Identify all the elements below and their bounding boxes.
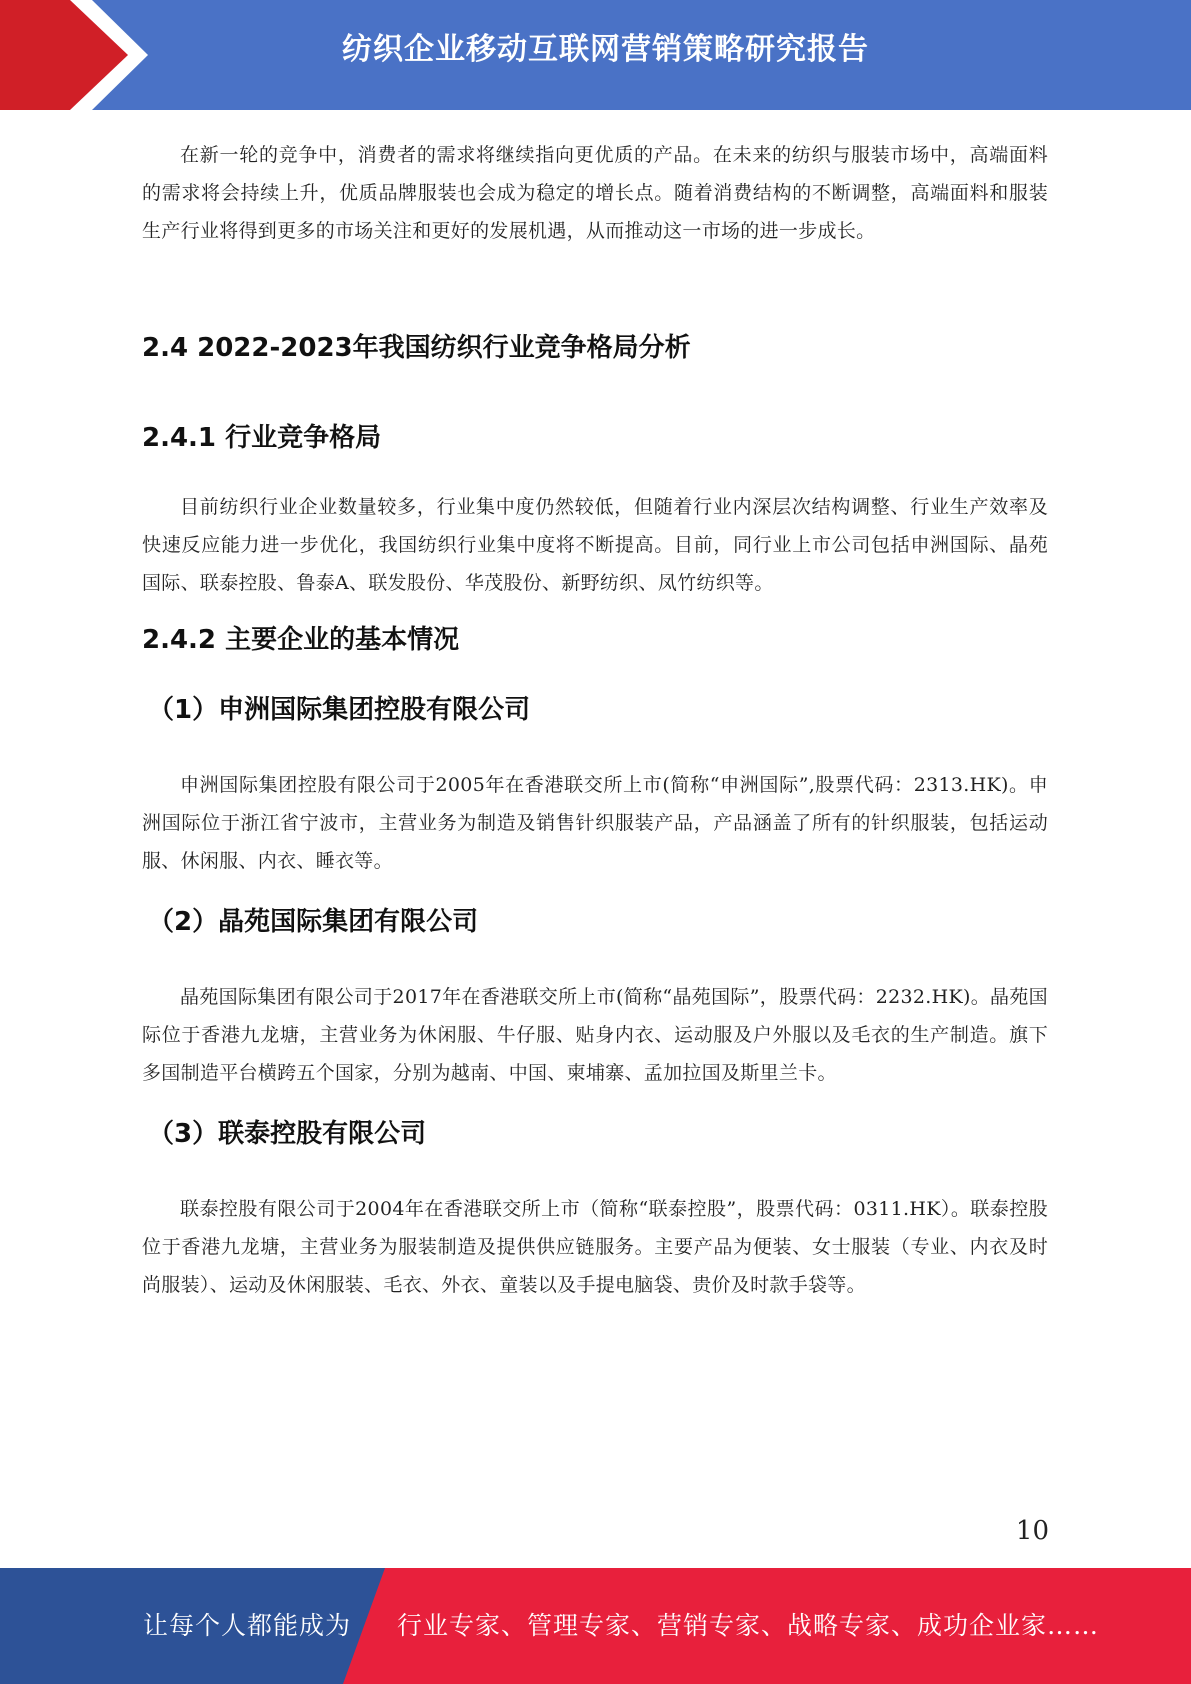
- company-1-paragraph: 申洲国际集团控股有限公司于2005年在香港联交所上市(简称“申洲国际”,股票代码：2313.HK)。申洲国际位于浙江省宁波市，主营业务为制造及销售针织服装产品，产品涵盖了所有的针织服装，包括运动服、休闲服、内衣、睡衣等。: [142, 774, 1048, 872]
- footer-slogan-right: 行业专家、管理专家、营销专家、战略专家、成功企业家……: [397, 1611, 1100, 1640]
- intro-paragraph: 在新一轮的竞争中，消费者的需求将继续指向更优质的产品。在未来的纺织与服装市场中，高端面料的需求将会持续上升，优质品牌服装也会成为稳定的增长点。随着消费结构的不断调整，高端面料和服装生产行业将得到更多的市场关注和更好的发展机遇，从而推动这一市场的进一步成长。: [142, 144, 1048, 242]
- company-3-heading: （3）联泰控股有限公司: [148, 1119, 427, 1149]
- company-3-paragraph: 联泰控股有限公司于2004年在香港联交所上市（简称“联泰控股”，股票代码：0311.HK）。联泰控股位于香港九龙塘，主营业务为服装制造及提供供应链服务。主要产品为便装、女士服装（专业、内衣及时尚服装）、运动及休闲服装、毛衣、外衣、童装以及手提电脑袋、贵价及时款手袋等。: [142, 1198, 1048, 1296]
- section-2-4-1-paragraph: 目前纺织行业企业数量较多，行业集中度仍然较低，但随着行业内深层次结构调整、行业生产效率及快速反应能力进一步优化，我国纺织行业集中度将不断提高。目前，同行业上市公司包括申洲国际、晶苑国际、联泰控股、鲁泰A、联发股份、华茂股份、新野纺织、凤竹纺织等。: [142, 496, 1048, 594]
- page-header: [0, 0, 1191, 110]
- page-number: 10: [1015, 1516, 1049, 1546]
- company-1-heading: （1）申洲国际集团控股有限公司: [148, 695, 531, 725]
- main-content: [142, 136, 1048, 1304]
- report-title: 纺织企业移动互联网营销策略研究报告: [342, 32, 869, 67]
- footer-slogan-left: 让每个人都能成为: [143, 1611, 352, 1640]
- company-2-heading: （2）晶苑国际集团有限公司: [148, 907, 479, 937]
- section-2-4-2-heading: 2.4.2 主要企业的基本情况: [142, 625, 460, 655]
- section-2-4-1-heading: 2.4.1 行业竞争格局: [142, 423, 382, 453]
- company-2-paragraph: 晶苑国际集团有限公司于2017年在香港联交所上市(简称“晶苑国际”，股票代码：2232.HK)。晶苑国际位于香港九龙塘，主营业务为休闲服、牛仔服、贴身内衣、运动服及户外服以及毛衣的生产制造。旗下多国制造平台横跨五个国家，分别为越南、中国、柬埔寨、孟加拉国及斯里兰卡。: [142, 986, 1048, 1084]
- page-footer: [0, 1568, 1191, 1684]
- section-2-4-heading: 2.4 2022-2023年我国纺织行业竞争格局分析: [142, 333, 691, 363]
